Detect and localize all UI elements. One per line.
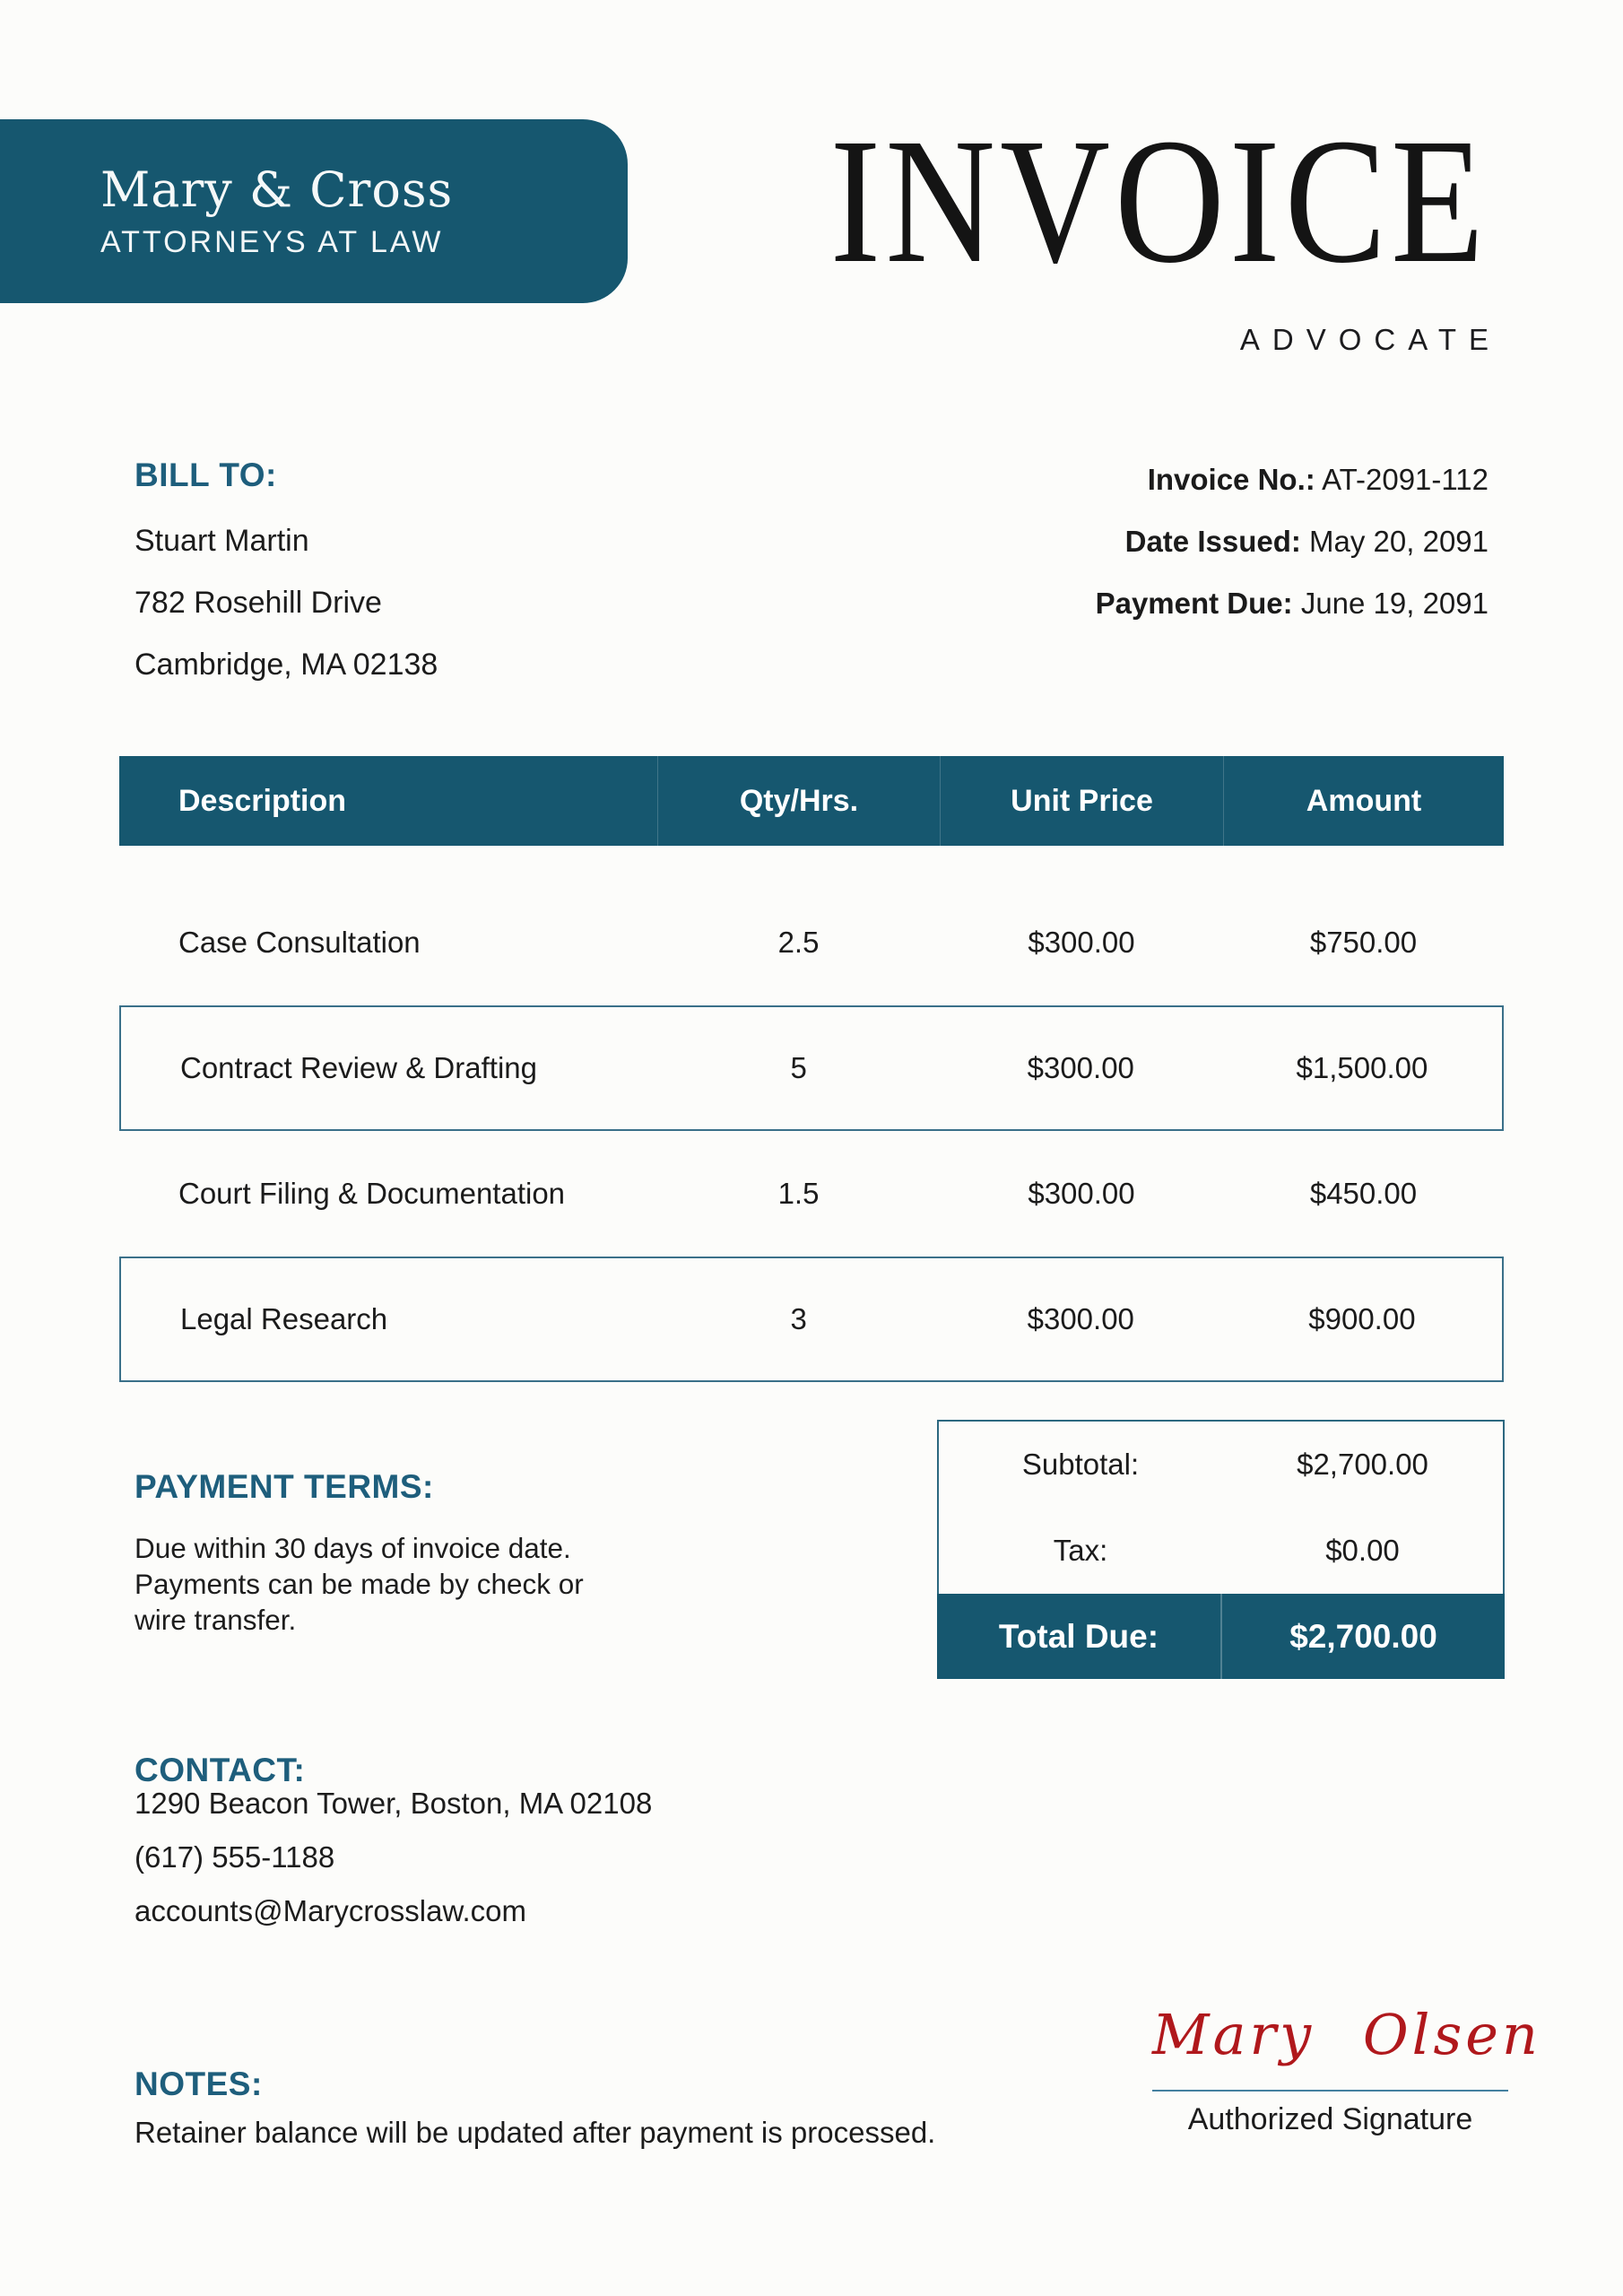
signature-label: Authorized Signature <box>1187 2102 1473 2136</box>
invoice-number-value: AT-2091-112 <box>1322 463 1488 496</box>
header-description: Description <box>178 783 347 818</box>
bill-to-name: Stuart Martin <box>135 524 309 558</box>
row-qty: 1.5 <box>777 1177 820 1210</box>
row-description: Case Consultation <box>178 926 421 959</box>
row-unit-price: $300.00 <box>1027 1302 1134 1335</box>
contact-section <box>135 1752 652 1926</box>
contact-phone: (617) 555-1188 <box>135 1840 335 1874</box>
total-due-value: $2,700.00 <box>1289 1617 1437 1655</box>
tax-label: Tax: <box>1053 1534 1108 1567</box>
contact-email: accounts@Marycrosslaw.com <box>135 1894 526 1927</box>
bill-to-address-line1: 782 Rosehill Drive <box>135 586 382 620</box>
invoice-number-line <box>1096 465 1488 494</box>
date-issued-value: May 20, 2091 <box>1309 525 1488 558</box>
table-row <box>119 1005 1504 1131</box>
row-unit-price: $300.00 <box>1028 926 1135 959</box>
brand-logo-box <box>0 119 628 303</box>
tax-value: $0.00 <box>1325 1534 1400 1567</box>
page-title: INVOICE <box>829 102 1488 300</box>
table-row <box>119 880 1504 1005</box>
table-row <box>119 1257 1504 1382</box>
notes-section <box>135 2066 1211 2149</box>
row-amount: $750.00 <box>1309 926 1418 959</box>
subtotal-row <box>939 1422 1503 1508</box>
page-subtitle: ADVOCATE <box>1239 323 1501 356</box>
row-description: Legal Research <box>180 1302 388 1335</box>
date-issued-label: Date Issued: <box>1124 525 1301 558</box>
contact-address: 1290 Beacon Tower, Boston, MA 02108 <box>135 1787 653 1820</box>
bill-to-address-line2: Cambridge, MA 02138 <box>135 648 438 682</box>
row-description: Court Filing & Documentation <box>178 1177 566 1210</box>
contact-heading: CONTACT: <box>135 1752 306 1788</box>
total-due-row <box>937 1594 1505 1679</box>
row-amount: $1,500.00 <box>1296 1051 1428 1084</box>
payment-due-value: June 19, 2091 <box>1300 587 1488 620</box>
date-issued-line <box>1096 526 1488 556</box>
payment-terms-text: Due within 30 days of invoice date. Payments can be made by check or wire transfer. <box>135 1532 584 1636</box>
header-qty: Qty/Hrs. <box>657 756 940 846</box>
payment-terms-section <box>135 1469 637 1638</box>
table-row <box>119 1131 1504 1257</box>
payment-due-label: Payment Due: <box>1095 587 1293 620</box>
row-unit-price: $300.00 <box>1028 1177 1135 1210</box>
signature-line <box>1152 2090 1508 2092</box>
brand-name: Mary & Cross <box>100 161 454 219</box>
payment-terms-heading: PAYMENT TERMS: <box>135 1468 434 1505</box>
bill-to-heading: BILL TO: <box>135 457 277 493</box>
brand-tagline: ATTORNEYS AT LAW <box>100 224 444 259</box>
items-table-body <box>119 880 1504 1382</box>
notes-heading: NOTES: <box>135 2066 263 2102</box>
items-table <box>119 756 1504 1382</box>
row-qty: 5 <box>790 1051 807 1084</box>
subtotal-value: $2,700.00 <box>1297 1448 1428 1481</box>
row-unit-price: $300.00 <box>1027 1051 1134 1084</box>
row-description: Contract Review & Drafting <box>180 1051 537 1084</box>
notes-text: Retainer balance will be updated after payment is processed. <box>135 2116 936 2149</box>
tax-row <box>939 1508 1503 1594</box>
invoice-number-label: Invoice No.: <box>1147 463 1315 496</box>
total-due-label: Total Due: <box>937 1594 1222 1679</box>
invoice-meta-section <box>1096 465 1488 650</box>
payment-due-line <box>1096 588 1488 618</box>
totals-box <box>937 1420 1505 1679</box>
signature-name: Mary Olsen <box>1152 2002 1541 2067</box>
items-table-header <box>119 756 1504 846</box>
row-qty: 2.5 <box>777 926 820 959</box>
row-amount: $450.00 <box>1309 1177 1418 1210</box>
header-unit-price: Unit Price <box>940 756 1223 846</box>
bill-to-section <box>135 457 438 680</box>
row-amount: $900.00 <box>1308 1302 1416 1335</box>
row-qty: 3 <box>790 1302 807 1335</box>
header-amount: Amount <box>1223 756 1504 846</box>
signature-block <box>1152 1984 1541 2136</box>
subtotal-label: Subtotal: <box>1021 1448 1140 1481</box>
